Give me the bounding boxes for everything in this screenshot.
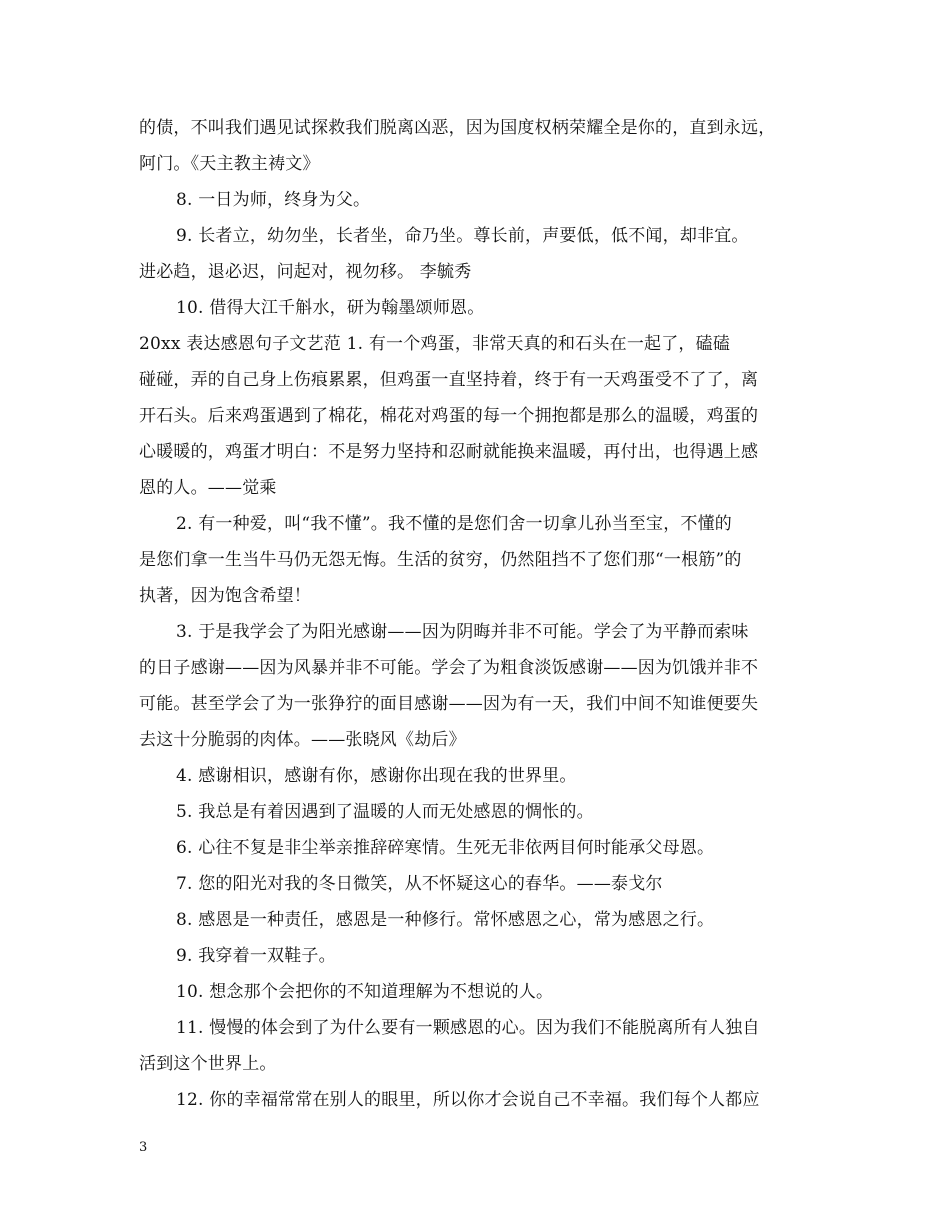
- text-line: 3. 于是我学会了为阳光感谢——因为阴晦并非不可能。学会了为平静而索味: [176, 622, 749, 642]
- text-line: 9. 长者立，幼勿坐，长者坐，命乃坐。尊长前，声要低，低不闻，却非宜。: [176, 226, 749, 246]
- text-line: 11. 慢慢的体会到了为什么要有一颗感恩的心。因为我们不能脱离所有人独自: [176, 1018, 760, 1038]
- text-line: 碰碰，弄的自己身上伤痕累累，但鸡蛋一直坚持着，终于有一天鸡蛋受不了了，离: [139, 370, 759, 390]
- text-line: 可能。甚至学会了为一张狰狞的面目感谢——因为有一天，我们中间不知谁便要失: [139, 694, 759, 714]
- text-line: 10. 想念那个会把你的不知道理解为不想说的人。: [176, 982, 554, 1002]
- text-line: 2. 有一种爱，叫“我不懂”。我不懂的是您们舍一切拿儿孙当至宝，不懂的: [176, 514, 733, 534]
- text-line: 是您们拿一生当牛马仍无怨无悔。生活的贫穷，仍然阻挡不了您们那“一根筋”的: [139, 550, 742, 570]
- text-line: 4. 感谢相识，感谢有你，感谢你出现在我的世界里。: [176, 766, 577, 786]
- text-line: 7. 您的阳光对我的冬日微笑，从不怀疑这心的春华。——泰戈尔: [176, 874, 663, 894]
- text-line: 20xx 表达感恩句子文艺范 1. 有一个鸡蛋，非常天真的和石头在一起了，磕磕: [139, 334, 731, 354]
- text-line: 心暖暖的，鸡蛋才明白：不是努力坚持和忍耐就能换来温暖，再付出，也得遇上感: [139, 442, 759, 462]
- text-line: 10. 借得大江千斛水，研为翰墨颂师恩。: [176, 298, 485, 318]
- text-line: 去这十分脆弱的肉体。——张晓风《劫后》: [139, 730, 466, 750]
- text-line: 活到这个世界上。: [139, 1054, 277, 1074]
- text-line: 的债，不叫我们遇见试探救我们脱离凶恶，因为国度权柄荣耀全是你的，直到永远，: [139, 118, 776, 138]
- text-line: 6. 心往不复是非尘举亲推辞碎寒情。生死无非依两目何时能承父母恩。: [176, 838, 715, 858]
- text-line: 恩的人。——觉乘: [139, 478, 277, 498]
- text-line: 开石头。后来鸡蛋遇到了棉花，棉花对鸡蛋的每一个拥抱都是那么的温暖，鸡蛋的: [139, 406, 759, 426]
- text-line: 12. 你的幸福常常在别人的眼里，所以你才会说自己不幸福。我们每个人都应: [176, 1090, 760, 1110]
- page-number: 3: [139, 1140, 148, 1155]
- text-line: 阿门。《天主教主祷文》: [139, 154, 320, 174]
- text-line: 的日子感谢——因为风暴并非不可能。学会了为粗食淡饭感谢——因为饥饿并非不: [139, 658, 759, 678]
- text-line: 进必趋，退必迟，问起对，视勿移。 李毓秀: [139, 262, 472, 282]
- text-line: 5. 我总是有着因遇到了温暖的人而无处感恩的惆怅的。: [176, 802, 594, 822]
- text-line: 执著，因为饱含希望！: [139, 586, 311, 606]
- text-line: 8. 一日为师，终身为父。: [176, 190, 371, 210]
- text-line: 8. 感恩是一种责任，感恩是一种修行。常怀感恩之心，常为感恩之行。: [176, 910, 715, 930]
- text-line: 9. 我穿着一双鞋子。: [176, 946, 336, 966]
